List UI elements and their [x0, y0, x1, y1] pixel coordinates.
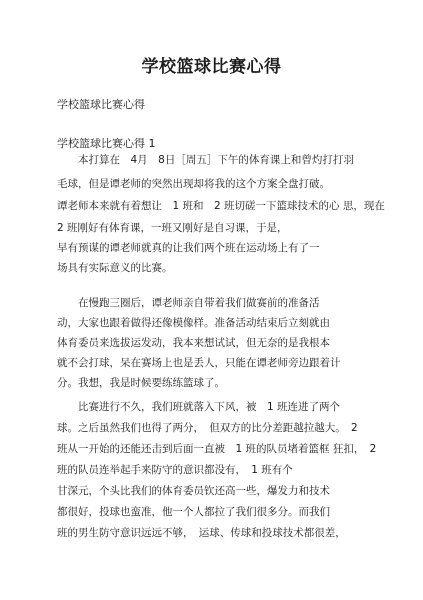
document-title: 学校篮球比赛心得 [141, 57, 282, 77]
text-line: 班从一开始的还能还击到后面一直被 1 班的队员堵着篮框 狂扣， 2 [57, 443, 377, 455]
text-line: 都很好，投球也蛮准，他一个人都拉了我们很多分。而我们 [57, 506, 330, 518]
text-line: 甘深元，个头比我们的体育委员钦还高一些，爆发力和技术 [57, 485, 330, 497]
text-line: 在慢跑三圈后，谭老师亲自带着我们做赛前的准备活 [57, 297, 320, 309]
text-line: 班的男生防守意识远远不够， 运球、传球和投球技术都很差， [57, 527, 346, 539]
text-line: 本打算在 4月 8日［周五］下午的体育课上和曾灼打打羽 [57, 154, 354, 166]
text-line: 2 班刚好有体育课，一班又刚好是自习课，于是， [57, 222, 288, 234]
text-line: 班的队员连举起手来防守的意识都没有， 1 班有个 [57, 464, 293, 476]
text-line: 毛球，但是谭老师的突然出现却将我的这个方案全盘打破。 [57, 178, 330, 190]
document-subtitle: 学校篮球比赛心得 [57, 98, 145, 111]
text-line: 早有预谋的谭老师就真的让我们两个班在运动场上有了一 [57, 242, 320, 254]
text-line: 场具有实际意义的比赛。 [57, 262, 173, 274]
text-line: 分。我想，我是时候要练练篮球了。 [57, 377, 225, 389]
text-line: 动，大家也跟着做得还像模像样。准备活动结束后立刻就由 [57, 317, 330, 329]
text-line: 体育委员来选拔运发动，我本来想试试，但无奈的是我根本 [57, 337, 330, 349]
text-line: 谭老师本来就有着想让 1 班和 2 班切磋一下篮球技术的心 思，现在 [57, 200, 385, 212]
section-heading: 学校篮球比赛心得 1 [57, 137, 156, 150]
text-line: 比赛进行不久，我们班就落入下风，被 1 班连进了两个 [57, 401, 341, 413]
text-line: 就不会打球，呆在赛场上也是丢人，只能在谭老师旁边跟着计 [57, 357, 341, 369]
text-line: 球。之后虽然我们也得了两分， 但双方的比分差距越拉越大。 2 [57, 422, 358, 434]
